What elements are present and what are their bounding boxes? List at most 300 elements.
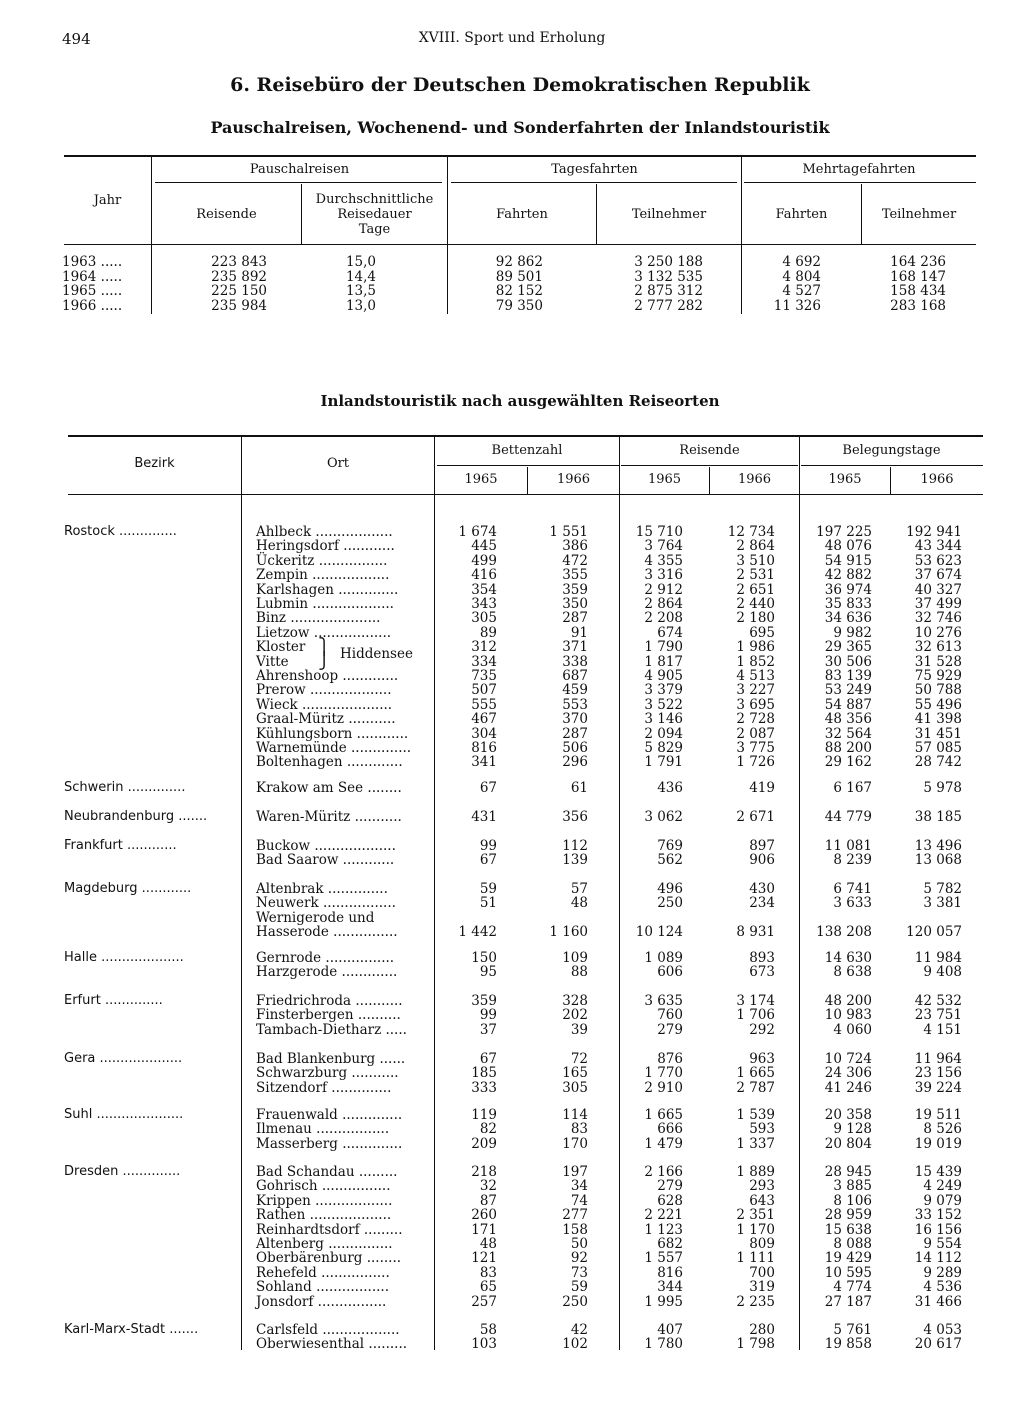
cell-belegung-1966: 9 079 xyxy=(923,1192,962,1209)
cell-reisende-1965: 1 791 xyxy=(644,754,683,771)
cell-betten-1965: 89 xyxy=(479,624,497,641)
ort-label: Zempin .................. xyxy=(256,567,390,584)
cell-betten-1965: 333 xyxy=(471,1079,497,1096)
cell-betten-1966: 165 xyxy=(562,1065,588,1082)
cell-belegung-1965: 6 741 xyxy=(833,881,872,897)
cell-reisende-1966: 593 xyxy=(749,1121,775,1138)
cell-reisende-1966: 292 xyxy=(749,1021,775,1038)
cell-reisende-1966: 430 xyxy=(749,881,775,897)
cell-belegung-1965: 138 208 xyxy=(816,924,872,941)
ort-label: Rathen ................... xyxy=(256,1207,392,1224)
cell-belegung-1966: 40 327 xyxy=(914,581,962,598)
ort-label: Lietzow .................. xyxy=(256,624,392,641)
col-group-reisende: Reisende xyxy=(679,443,740,458)
row-year: 1966 ..... xyxy=(62,297,123,314)
cell-betten-1966: 102 xyxy=(562,1336,588,1353)
cell-belegung-1966: 53 623 xyxy=(914,552,962,569)
cell-belegung-1966: 19 019 xyxy=(914,1135,962,1152)
cell-betten-1965: 445 xyxy=(471,538,497,555)
cell-reisende-1966: 1 539 xyxy=(736,1107,775,1123)
cell-reisende-1966: 809 xyxy=(749,1236,775,1252)
cell-m-teilnehmer: 164 236 xyxy=(890,254,946,270)
cell-reisende-1965: 682 xyxy=(657,1236,683,1252)
col-head-bezirk: Bezirk xyxy=(134,456,175,471)
cell-reisende-1965: 3 764 xyxy=(644,538,683,555)
cell-betten-1966: 92 xyxy=(570,1250,588,1267)
cell-reisende-1965: 2 166 xyxy=(644,1164,683,1180)
cell-belegung-1965: 24 306 xyxy=(824,1065,872,1082)
cell-belegung-1965: 30 506 xyxy=(824,653,872,670)
cell-belegung-1965: 83 139 xyxy=(824,668,872,684)
ort-label: Boltenhagen ............. xyxy=(256,754,403,771)
cell-m-fahrten: 11 326 xyxy=(773,297,821,314)
cell-betten-1966: 371 xyxy=(562,639,588,656)
cell-reisende-1966: 2 180 xyxy=(736,610,775,627)
cell-belegung-1965: 54 915 xyxy=(824,552,872,569)
cell-reisende-1966: 1 111 xyxy=(736,1250,775,1267)
cell-reisende-1966: 419 xyxy=(749,780,775,796)
cell-reisende-1966: 1 798 xyxy=(736,1336,775,1353)
cell-belegung-1966: 4 053 xyxy=(923,1322,962,1338)
col-head-year: 1965 xyxy=(464,472,498,487)
cell-t-teilnehmer: 2 875 312 xyxy=(634,283,703,299)
col-head-dauer-2: Reisedauer xyxy=(337,207,412,222)
cell-betten-1965: 171 xyxy=(471,1221,497,1238)
cell-belegung-1966: 31 451 xyxy=(914,725,962,742)
cell-betten-1966: 553 xyxy=(562,696,588,713)
cell-reisende: 235 984 xyxy=(211,297,267,314)
cell-betten-1965: 735 xyxy=(471,668,497,684)
cell-betten-1965: 82 xyxy=(479,1121,497,1138)
cell-betten-1966: 277 xyxy=(562,1207,588,1224)
cell-belegung-1966: 3 381 xyxy=(923,895,962,912)
cell-belegung-1965: 8 088 xyxy=(833,1236,872,1252)
bezirk-label: Erfurt .............. xyxy=(64,993,163,1008)
cell-belegung-1965: 14 630 xyxy=(824,950,872,966)
cell-reisende-1966: 906 xyxy=(749,852,775,869)
cell-betten-1965: 359 xyxy=(471,993,497,1009)
cell-betten-1965: 185 xyxy=(471,1065,497,1082)
cell-reisende-1966: 2 351 xyxy=(736,1207,775,1224)
cell-reisende-1966: 2 531 xyxy=(736,567,775,584)
col-head-m-fahrten: Fahrten xyxy=(775,207,828,222)
cell-betten-1965: 260 xyxy=(471,1207,497,1224)
ort-label: Friedrichroda ........... xyxy=(256,993,403,1009)
cell-belegung-1966: 9 408 xyxy=(923,964,962,981)
ort-label: Oberbärenburg ........ xyxy=(256,1250,402,1267)
cell-betten-1966: 355 xyxy=(562,567,588,584)
cell-reisende-1965: 3 522 xyxy=(644,696,683,713)
cell-betten-1965: 431 xyxy=(471,809,497,825)
rule xyxy=(64,155,976,157)
cell-reisende-1965: 279 xyxy=(657,1178,683,1195)
cell-belegung-1966: 23 156 xyxy=(914,1065,962,1082)
bezirk-label: Karl-Marx-Stadt ....... xyxy=(64,1322,199,1337)
cell-betten-1965: 305 xyxy=(471,610,497,627)
cell-betten-1965: 87 xyxy=(479,1192,497,1209)
cell-belegung-1966: 50 788 xyxy=(914,682,962,699)
col-group-bettenzahl: Bettenzahl xyxy=(491,443,563,458)
ort-label: Rehefeld ................ xyxy=(256,1264,390,1281)
ort-label: Sitzendorf .............. xyxy=(256,1079,392,1096)
ort-label: Bad Blankenburg ...... xyxy=(256,1051,406,1067)
cell-betten-1965: 555 xyxy=(471,696,497,713)
cell-m-fahrten: 4 692 xyxy=(782,254,821,270)
ort-label: Reinhardtsdorf ......... xyxy=(256,1221,403,1238)
cell-reisende-1965: 1 780 xyxy=(644,1336,683,1353)
bezirk-label: Halle .................... xyxy=(64,950,184,965)
col-group-tagesfahrten: Tagesfahrten xyxy=(551,162,638,177)
cell-belegung-1965: 32 564 xyxy=(824,725,872,742)
cell-belegung-1965: 54 887 xyxy=(824,696,872,713)
cell-belegung-1965: 9 982 xyxy=(833,624,872,641)
cell-betten-1965: 218 xyxy=(471,1164,497,1180)
cell-betten-1966: 42 xyxy=(570,1322,588,1338)
cell-belegung-1966: 4 151 xyxy=(923,1021,962,1038)
ort-label: Ilmenau ................. xyxy=(256,1121,390,1138)
bezirk-label: Rostock .............. xyxy=(64,524,177,539)
col-head-jahr: Jahr xyxy=(93,193,122,208)
ort-label: Lubmin ................... xyxy=(256,596,394,612)
cell-reisende-1966: 3 227 xyxy=(736,682,775,699)
col-head-year: 1966 xyxy=(920,472,954,487)
cell-betten-1965: 312 xyxy=(471,639,497,656)
cell-betten-1965: 416 xyxy=(471,567,497,584)
cell-reisende-1965: 816 xyxy=(657,1264,683,1281)
row-year: 1964 ..... xyxy=(62,268,123,285)
cell-reisende-1966: 695 xyxy=(749,624,775,641)
cell-betten-1965: 304 xyxy=(471,725,497,742)
cell-belegung-1965: 19 429 xyxy=(824,1250,872,1267)
cell-reisende-1965: 5 829 xyxy=(644,740,683,756)
cell-reisende: 225 150 xyxy=(211,283,267,299)
cell-betten-1966: 356 xyxy=(562,809,588,825)
ort-label: Graal-Müritz ........... xyxy=(256,711,396,728)
cell-reisende-1965: 666 xyxy=(657,1121,683,1138)
cell-t-teilnehmer: 3 132 535 xyxy=(634,268,703,285)
cell-betten-1965: 95 xyxy=(479,964,497,981)
col-head-t-teilnehmer: Teilnehmer xyxy=(631,207,707,222)
col-head-reisende: Reisende xyxy=(196,207,257,222)
cell-betten-1965: 67 xyxy=(479,852,497,869)
cell-reisende-1965: 606 xyxy=(657,964,683,981)
cell-betten-1966: 72 xyxy=(570,1051,588,1067)
cell-reisende-1965: 3 379 xyxy=(644,682,683,699)
cell-belegung-1965: 48 076 xyxy=(824,538,872,555)
cell-betten-1965: 150 xyxy=(471,950,497,966)
cell-belegung-1965: 29 162 xyxy=(824,754,872,771)
ort-label: Bad Schandau ......... xyxy=(256,1164,398,1180)
bezirk-label: Neubrandenburg ....... xyxy=(64,809,208,824)
cell-belegung-1965: 3 885 xyxy=(833,1178,872,1195)
cell-belegung-1966: 13 496 xyxy=(914,838,962,854)
cell-dauer: 13,0 xyxy=(345,297,376,314)
rule xyxy=(451,182,737,183)
cell-belegung-1965: 20 358 xyxy=(824,1107,872,1123)
cell-belegung-1966: 37 499 xyxy=(914,596,962,612)
cell-reisende: 235 892 xyxy=(211,268,267,285)
cell-betten-1965: 354 xyxy=(471,581,497,598)
rule xyxy=(744,182,976,183)
cell-t-teilnehmer: 2 777 282 xyxy=(634,297,703,314)
cell-m-fahrten: 4 804 xyxy=(782,268,821,285)
cell-betten-1966: 57 xyxy=(570,881,588,897)
col-head-year: 1965 xyxy=(828,472,862,487)
cell-belegung-1966: 28 742 xyxy=(914,754,962,771)
cell-belegung-1965: 48 356 xyxy=(824,711,872,728)
cell-reisende-1965: 1 790 xyxy=(644,639,683,656)
cell-t-fahrten: 82 152 xyxy=(495,283,543,299)
cell-betten-1966: 370 xyxy=(562,711,588,728)
cell-betten-1965: 121 xyxy=(471,1250,497,1267)
cell-betten-1966: 114 xyxy=(562,1107,588,1123)
cell-reisende-1966: 643 xyxy=(749,1192,775,1209)
cell-betten-1966: 1 551 xyxy=(549,524,588,540)
divider xyxy=(241,437,242,1350)
page-title: 6. Reisebüro der Deutschen Demokratischen Republik xyxy=(230,74,810,96)
cell-betten-1965: 467 xyxy=(471,711,497,728)
rule xyxy=(437,465,619,466)
cell-belegung-1966: 10 276 xyxy=(914,624,962,641)
cell-betten-1966: 296 xyxy=(562,754,588,771)
ort-label: Ahrenshoop ............. xyxy=(256,668,399,684)
hiddensee-label: Hiddensee xyxy=(340,646,413,662)
cell-reisende-1965: 562 xyxy=(657,852,683,869)
cell-betten-1966: 170 xyxy=(562,1135,588,1152)
cell-betten-1965: 209 xyxy=(471,1135,497,1152)
ort-label: Wieck ..................... xyxy=(256,696,393,713)
cell-betten-1965: 48 xyxy=(479,1236,497,1252)
cell-belegung-1966: 120 057 xyxy=(906,924,962,941)
cell-reisende-1965: 2 912 xyxy=(644,581,683,598)
ort-label: Altenberg ............... xyxy=(256,1236,393,1252)
cell-reisende-1965: 3 146 xyxy=(644,711,683,728)
cell-reisende-1966: 293 xyxy=(749,1178,775,1195)
col-group-pauschalreisen: Pauschalreisen xyxy=(249,162,350,177)
cell-belegung-1966: 32 613 xyxy=(914,639,962,656)
col-head-ort: Ort xyxy=(326,456,350,471)
ort-label: Kloster xyxy=(256,639,306,656)
col-head-m-teilnehmer: Teilnehmer xyxy=(881,207,957,222)
cell-belegung-1966: 5 782 xyxy=(923,881,962,897)
cell-belegung-1966: 38 185 xyxy=(914,809,962,825)
cell-belegung-1965: 10 724 xyxy=(824,1051,872,1067)
cell-m-teilnehmer: 158 434 xyxy=(890,283,946,299)
cell-betten-1966: 305 xyxy=(562,1079,588,1096)
cell-betten-1966: 359 xyxy=(562,581,588,598)
cell-reisende-1965: 3 062 xyxy=(644,809,683,825)
cell-betten-1966: 139 xyxy=(562,852,588,869)
cell-m-teilnehmer: 283 168 xyxy=(890,297,946,314)
col-head-dauer-3: Tage xyxy=(358,222,391,237)
cell-reisende-1966: 280 xyxy=(749,1322,775,1338)
cell-betten-1965: 507 xyxy=(471,682,497,699)
cell-belegung-1965: 29 365 xyxy=(824,639,872,656)
cell-belegung-1965: 20 804 xyxy=(824,1135,872,1152)
cell-belegung-1966: 14 112 xyxy=(914,1250,962,1267)
cell-belegung-1966: 19 511 xyxy=(914,1107,962,1123)
cell-reisende-1965: 1 665 xyxy=(644,1107,683,1123)
cell-belegung-1965: 9 128 xyxy=(833,1121,872,1138)
cell-reisende-1966: 1 889 xyxy=(736,1164,775,1180)
col-head-year: 1966 xyxy=(737,472,772,487)
cell-betten-1965: 119 xyxy=(471,1107,497,1123)
cell-belegung-1966: 31 466 xyxy=(914,1293,962,1310)
cell-betten-1965: 816 xyxy=(471,740,497,756)
cell-betten-1966: 1 160 xyxy=(549,924,588,941)
cell-betten-1965: 343 xyxy=(471,596,497,612)
ort-label: Sohland ................. xyxy=(256,1279,390,1296)
cell-belegung-1966: 4 249 xyxy=(923,1178,962,1195)
ort-label: Bad Saarow ............ xyxy=(256,852,395,869)
cell-belegung-1965: 5 761 xyxy=(833,1322,872,1338)
cell-betten-1966: 287 xyxy=(562,610,588,627)
cell-reisende-1965: 2 094 xyxy=(644,725,683,742)
cell-belegung-1966: 41 398 xyxy=(914,711,962,728)
cell-reisende-1966: 1 852 xyxy=(736,653,775,670)
cell-belegung-1965: 44 779 xyxy=(824,809,872,825)
cell-belegung-1966: 23 751 xyxy=(914,1007,962,1024)
bezirk-label: Gera .................... xyxy=(64,1051,183,1066)
col-head-year: 1966 xyxy=(556,472,591,487)
cell-belegung-1965: 4 774 xyxy=(833,1279,872,1296)
cell-reisende-1965: 2 221 xyxy=(644,1207,683,1224)
cell-belegung-1965: 197 225 xyxy=(816,524,872,540)
cell-betten-1966: 350 xyxy=(562,596,588,612)
cell-reisende-1966: 700 xyxy=(749,1264,775,1281)
ort-label: Kühlungsborn ............ xyxy=(256,725,409,742)
cell-reisende-1965: 1 479 xyxy=(644,1135,683,1152)
cell-reisende-1966: 3 695 xyxy=(736,696,775,713)
table2-caption: Inlandstouristik nach ausgewählten Reiseorten xyxy=(320,392,720,410)
cell-reisende-1966: 2 671 xyxy=(736,809,775,825)
cell-betten-1966: 506 xyxy=(562,740,588,756)
cell-reisende-1965: 496 xyxy=(657,881,683,897)
cell-reisende-1965: 769 xyxy=(657,838,683,854)
cell-belegung-1966: 75 929 xyxy=(914,668,962,684)
bezirk-label: Suhl ..................... xyxy=(64,1107,184,1122)
cell-reisende-1965: 2 910 xyxy=(644,1079,683,1096)
cell-reisende-1966: 897 xyxy=(749,838,775,854)
cell-reisende-1966: 3 510 xyxy=(736,552,775,569)
cell-t-fahrten: 79 350 xyxy=(495,297,543,314)
cell-betten-1966: 328 xyxy=(562,993,588,1009)
ort-label: Vitte xyxy=(256,653,289,670)
divider xyxy=(151,157,152,314)
bezirk-label: Dresden .............. xyxy=(64,1164,181,1179)
rule xyxy=(801,465,983,466)
cell-reisende-1966: 2 787 xyxy=(736,1079,775,1096)
cell-belegung-1966: 33 152 xyxy=(914,1207,962,1224)
cell-betten-1966: 91 xyxy=(570,624,588,641)
cell-betten-1966: 50 xyxy=(570,1236,588,1252)
cell-betten-1965: 67 xyxy=(479,1051,497,1067)
ort-label: Frauenwald .............. xyxy=(256,1107,403,1123)
cell-reisende-1966: 2 728 xyxy=(736,711,775,728)
cell-m-fahrten: 4 527 xyxy=(782,283,821,299)
cell-betten-1966: 158 xyxy=(562,1221,588,1238)
cell-reisende-1966: 1 726 xyxy=(736,754,775,771)
cell-reisende-1965: 1 995 xyxy=(644,1293,683,1310)
cell-reisende-1965: 1 123 xyxy=(644,1221,683,1238)
cell-belegung-1966: 9 289 xyxy=(923,1264,962,1281)
cell-belegung-1965: 28 959 xyxy=(824,1207,872,1224)
ort-label: Finsterbergen .......... xyxy=(256,1007,401,1024)
cell-reisende-1965: 1 089 xyxy=(644,950,683,966)
cell-betten-1966: 687 xyxy=(562,668,588,684)
cell-reisende-1965: 876 xyxy=(657,1051,683,1067)
cell-t-teilnehmer: 3 250 188 xyxy=(634,254,703,270)
cell-betten-1966: 59 xyxy=(570,1279,588,1296)
cell-belegung-1966: 32 746 xyxy=(914,610,962,627)
cell-dauer: 14,4 xyxy=(345,268,376,285)
cell-reisende-1966: 1 337 xyxy=(736,1135,775,1152)
cell-betten-1966: 250 xyxy=(562,1293,588,1310)
cell-betten-1965: 1 674 xyxy=(458,524,497,540)
cell-reisende-1965: 2 208 xyxy=(644,610,683,627)
row-year: 1965 ..... xyxy=(62,283,123,299)
cell-reisende-1966: 8 931 xyxy=(736,924,775,941)
cell-dauer: 15,0 xyxy=(345,254,376,270)
cell-betten-1966: 386 xyxy=(562,538,588,555)
cell-m-teilnehmer: 168 147 xyxy=(890,268,946,285)
cell-belegung-1966: 42 532 xyxy=(914,993,962,1009)
cell-betten-1966: 73 xyxy=(570,1264,588,1281)
cell-betten-1965: 341 xyxy=(471,754,497,771)
cell-belegung-1965: 35 833 xyxy=(824,596,872,612)
cell-belegung-1966: 15 439 xyxy=(914,1164,962,1180)
cell-reisende-1966: 3 775 xyxy=(736,740,775,756)
cell-betten-1965: 257 xyxy=(471,1293,497,1310)
cell-belegung-1965: 41 246 xyxy=(824,1079,872,1096)
ort-label: Binz ..................... xyxy=(256,610,381,627)
cell-reisende-1965: 628 xyxy=(657,1192,683,1209)
ort-label: Waren-Müritz ........... xyxy=(256,809,402,825)
cell-belegung-1966: 192 941 xyxy=(906,524,962,540)
cell-belegung-1965: 36 974 xyxy=(824,581,872,598)
cell-reisende-1965: 4 355 xyxy=(644,552,683,569)
cell-betten-1966: 112 xyxy=(562,838,588,854)
cell-betten-1965: 59 xyxy=(479,881,497,897)
cell-reisende-1966: 2 864 xyxy=(736,538,775,555)
brace-icon: ⎭ xyxy=(318,651,330,670)
bezirk-label: Frankfurt ............ xyxy=(64,838,177,853)
cell-belegung-1965: 15 638 xyxy=(824,1221,872,1238)
cell-reisende: 223 843 xyxy=(211,254,267,270)
cell-belegung-1966: 4 536 xyxy=(923,1279,962,1296)
cell-betten-1966: 61 xyxy=(570,780,588,796)
cell-belegung-1965: 4 060 xyxy=(833,1021,872,1038)
cell-belegung-1966: 37 674 xyxy=(914,567,962,584)
cell-belegung-1966: 11 984 xyxy=(914,950,962,966)
ort-label: Gernrode ................ xyxy=(256,950,395,966)
col-group-belegungstage: Belegungstage xyxy=(842,443,941,458)
cell-betten-1965: 37 xyxy=(479,1021,497,1038)
cell-reisende-1966: 1 170 xyxy=(736,1221,775,1238)
ort-label: Ahlbeck .................. xyxy=(256,524,393,540)
ort-label: Tambach-Dietharz ..... xyxy=(256,1021,407,1038)
cell-betten-1966: 74 xyxy=(570,1192,588,1209)
cell-betten-1966: 287 xyxy=(562,725,588,742)
cell-betten-1965: 58 xyxy=(479,1322,497,1338)
cell-reisende-1966: 673 xyxy=(749,964,775,981)
cell-reisende-1965: 674 xyxy=(657,624,683,641)
cell-betten-1965: 65 xyxy=(479,1279,497,1296)
cell-belegung-1966: 55 496 xyxy=(914,696,962,713)
brace-icon: ⎫ xyxy=(318,637,330,656)
cell-reisende-1966: 2 087 xyxy=(736,725,775,742)
cell-belegung-1965: 10 595 xyxy=(824,1264,872,1281)
